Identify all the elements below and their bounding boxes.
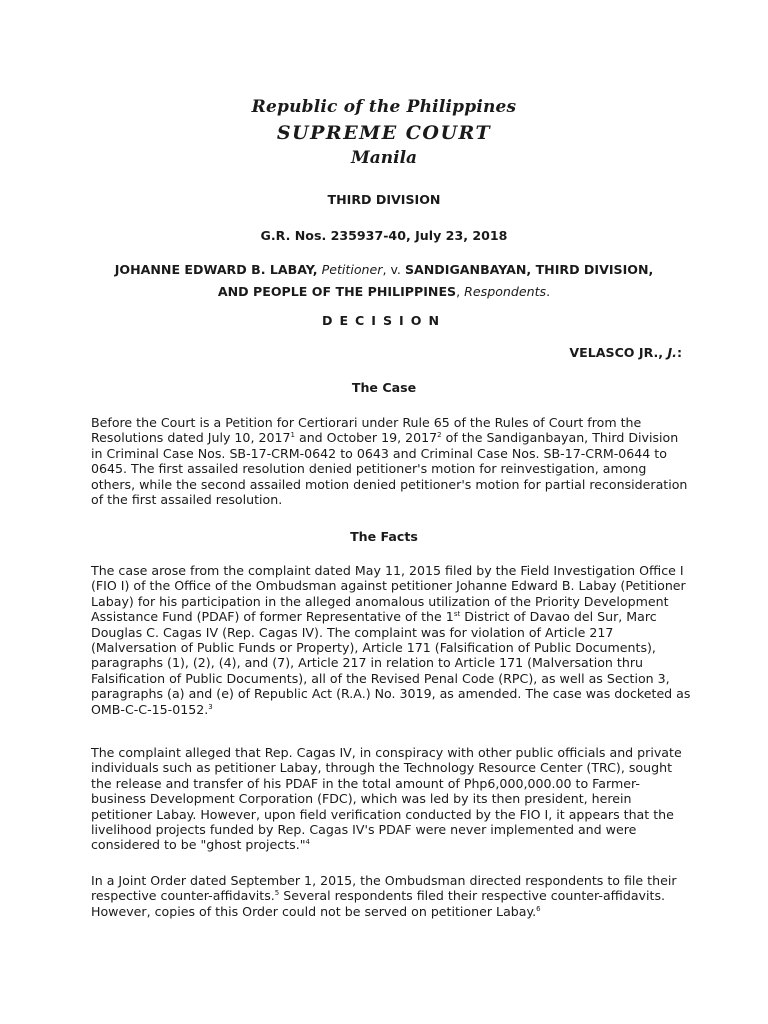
ordinal-suffix: st [453, 610, 461, 619]
footnote-ref-1[interactable]: 1 [290, 431, 295, 440]
paragraph-facts-3 [91, 873, 691, 919]
ponente [569, 345, 682, 360]
versus-text: , v. [382, 262, 405, 277]
petitioner-name: JOHANNE EDWARD B. LABAY, [114, 262, 318, 277]
case-p1-text-c: of the Sandiganbayan, Third Division in Criminal Case Nos. SB-17-CRM-0642 to 0643 and Criminal Case Nos. SB-17-CRM-0644 to 0645. The first assailed resolution denied petitioner's motion for reinvestigation, among others, while the second assailed motion denied petitioner's motion for partial reconsideration of the first assailed resolution. [91, 430, 688, 508]
section-the-case: The Case [351, 380, 417, 395]
facts-p1-text-b: 1 [445, 609, 454, 625]
facts-p3-text-a: In a Joint Order dated September 1, 2015, the Ombudsman directed respondents to file their respective counter-affidavits. [91, 873, 677, 904]
respondent-separator: , [456, 284, 465, 299]
facts-p1-text-c: District of Davao del Sur, Marc Douglas C. Cagas IV (Rep. Cagas IV). The complaint was for violation of Article 217 (Malversation of Public Funds or Property), Article 171 (Falsification of Public Documents), paragraphs (1), (2), (4), and (7), Article 217 in relation to Article 171 (Malversation thru Falsification of Public Documents), all of the Revised Penal Code (RPC), as well as Section 3, paragraphs (a) and (e) of Republic Act (R.A.) No. 3019, as amended. The case was docketed as OMB-C-C-15-0152. [91, 609, 691, 717]
case-p1-text-a: Before the Court is a Petition for Certiorari under Rule 65 of the Rules of Court from the Resolutions dated July 10, 2017 [91, 415, 642, 446]
paragraph-facts-2 [91, 745, 691, 853]
paragraph-facts-1 [91, 563, 691, 717]
ponente-colon: : [676, 345, 682, 360]
case-caption [80, 259, 688, 303]
paragraph-case-1 [91, 415, 691, 507]
respondent-role: Respondents [464, 284, 547, 299]
facts-p1-text-a: The case arose from the complaint dated May 11, 2015 filed by the Field Investigation Office I (FIO I) of the Office of the Ombudsman against petitioner Johanne Edward B. Labay (Petitioner Labay) for his participation in the alleged anomalous utilization of the Priority Development Assistance Fund (PDAF) of former Representative of the [91, 563, 686, 625]
respondent-name-a: SANDIGANBAYAN, THIRD DIVISION, [404, 262, 654, 277]
footnote-ref-6[interactable]: 6 [536, 904, 541, 913]
footnote-ref-2[interactable]: 2 [437, 431, 442, 440]
footnote-ref-3[interactable]: 3 [208, 702, 213, 711]
respondent-name-b: AND PEOPLE OF THE PHILIPPINES [217, 284, 457, 299]
facts-p2-text-a: The complaint alleged that Rep. Cagas IV, in conspiracy with other public officials and private individuals such as petitioner Labay, through the Technology Resource Center (TRC), sought the release and transfer of his PDAF in the total amount of Php6,000,000.00 to Farmer-business Development Corporation (FDC), which was led by its then president, herein petitioner Labay. However, upon field verification conducted by the FIO I, it appears that the livelihood projects funded by Rep. Cagas IV's PDAF were never implemented and were considered to be "ghost projects." [91, 745, 682, 853]
ponente-name: VELASCO JR., [569, 345, 668, 360]
case-number: G.R. Nos. 235937-40, July 23, 2018 [260, 228, 508, 243]
decision-heading: DECISION [322, 313, 446, 328]
letterhead-republic: Republic of the Philippines [251, 97, 517, 117]
footnote-ref-4[interactable]: 4 [305, 838, 310, 847]
case-p1-text-b: and October 19, 2017 [294, 430, 438, 446]
petitioner-role: Petitioner [317, 262, 383, 277]
division-heading: THIRD DIVISION [327, 192, 441, 207]
letterhead-manila: Manila [350, 148, 418, 168]
facts-p3-text-b: Several respondents filed their respective counter-affidavits. However, copies of this Order could not be served on petitioner Labay. [91, 888, 666, 919]
footnote-ref-5[interactable]: 5 [274, 889, 280, 898]
caption-end: . [546, 284, 551, 299]
ponente-title: J. [667, 345, 677, 360]
section-the-facts: The Facts [350, 529, 418, 544]
letterhead-supreme-court: SUPREME COURT [276, 122, 492, 144]
